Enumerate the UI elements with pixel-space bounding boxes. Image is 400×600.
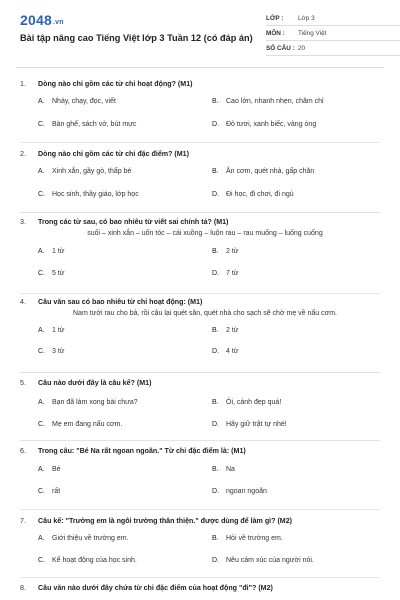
option-b[interactable] <box>212 466 235 473</box>
option-letter: B. <box>212 168 219 175</box>
option-text: 2 từ <box>226 248 239 255</box>
option-a[interactable] <box>38 98 116 105</box>
option-letter: A. <box>38 399 45 406</box>
option-letter: C. <box>38 421 45 428</box>
option-text: rất <box>52 488 61 495</box>
option-text: Na <box>226 466 235 473</box>
option-d[interactable] <box>212 488 267 495</box>
option-letter: A. <box>38 466 45 473</box>
option-letter: D. <box>212 191 219 198</box>
option-a[interactable] <box>38 399 138 406</box>
option-text: Bạn đã làm xong bài chưa? <box>52 399 138 406</box>
option-text: 3 từ <box>52 348 65 355</box>
option-text: Ăn cơm, quét nhà, gấp chăn <box>226 168 315 175</box>
option-letter: C. <box>38 488 45 495</box>
option-c[interactable] <box>38 421 122 428</box>
option-a[interactable] <box>38 535 129 542</box>
option-text: Hãy giữ trật tự nhé! <box>226 421 287 428</box>
option-letter: A. <box>38 535 45 542</box>
option-a[interactable] <box>38 327 64 334</box>
info-key: MÔN : <box>266 30 285 37</box>
option-letter: A. <box>38 327 45 334</box>
option-b[interactable] <box>212 535 283 542</box>
info-box <box>266 12 400 57</box>
option-d[interactable] <box>212 270 238 277</box>
question-number: 3. <box>20 218 26 226</box>
info-row-grade <box>266 12 400 26</box>
question-heading <box>20 584 380 592</box>
option-a[interactable] <box>38 466 61 473</box>
question-number: 7. <box>20 517 26 525</box>
question-text: Dòng nào chỉ gồm các từ chỉ hoạt động? (M1) <box>38 80 193 88</box>
option-letter: C. <box>38 348 45 355</box>
question-heading <box>20 517 380 525</box>
option-text: Nhảy, chạy, đọc, viết <box>52 98 116 105</box>
info-key: LỚP : <box>266 15 284 22</box>
question-number: 2. <box>20 150 26 158</box>
option-letter: C. <box>38 557 45 564</box>
option-letter: B. <box>212 399 219 406</box>
option-text: Đỏ tươi, xanh biếc, vàng óng <box>226 121 317 128</box>
question-1 <box>20 80 380 143</box>
info-value: Tiếng Việt <box>298 30 327 37</box>
question-8 <box>20 584 380 600</box>
option-text: Hỏi về trường em. <box>226 535 283 542</box>
option-b[interactable] <box>212 327 238 334</box>
option-b[interactable] <box>212 168 314 175</box>
logo-suffix: .vn <box>52 19 64 26</box>
question-heading <box>20 80 380 88</box>
option-b[interactable] <box>212 98 324 105</box>
option-c[interactable] <box>38 488 60 495</box>
option-letter: D. <box>212 121 219 128</box>
question-number: 8. <box>20 584 26 592</box>
question-number: 6. <box>20 447 26 455</box>
option-b[interactable] <box>212 248 238 255</box>
option-letter: C. <box>38 121 45 128</box>
option-a[interactable] <box>38 168 131 175</box>
question-4 <box>20 298 380 373</box>
question-number: 5. <box>20 379 26 387</box>
option-letter: D. <box>212 348 219 355</box>
option-text: Cao lớn, nhanh nhẹn, chăm chỉ <box>226 98 324 105</box>
question-6 <box>20 447 380 510</box>
option-letter: B. <box>212 98 219 105</box>
question-3 <box>20 218 380 294</box>
option-text: 1 từ <box>52 248 65 255</box>
question-heading <box>20 150 380 158</box>
question-text: Trong câu: "Bé Na rất ngoan ngoãn." Từ chỉ đặc điểm là: (M1) <box>38 447 246 455</box>
option-c[interactable] <box>38 121 136 128</box>
option-text: Bé <box>52 466 61 473</box>
question-7 <box>20 517 380 578</box>
option-text: Bàn ghế, sách vở, bút mực <box>52 121 137 128</box>
option-text: Ôi, cảnh đẹp quá! <box>226 399 282 406</box>
option-d[interactable] <box>212 421 287 428</box>
option-text: 2 từ <box>226 327 239 334</box>
question-text: Trong các từ sau, có bao nhiêu từ viết sai chính tả? (M1) <box>38 218 229 226</box>
option-text: 1 từ <box>52 327 65 334</box>
option-text: Mẹ em đang nấu cơm. <box>52 421 123 428</box>
option-letter: A. <box>38 98 45 105</box>
question-heading <box>20 379 380 387</box>
worksheet-header <box>16 0 384 68</box>
worksheet-title: Bài tập nâng cao Tiếng Việt lớp 3 Tuần 12 (có đáp án) <box>20 33 253 43</box>
question-number: 4. <box>20 298 26 306</box>
info-value: 20 <box>298 45 306 52</box>
option-letter: A. <box>38 248 45 255</box>
option-c[interactable] <box>38 557 137 564</box>
question-passage: Nam tưới rau cho bà, rồi cậu lại quét sân, quét nhà cho sạch sẽ chờ mẹ về nấu cơm. <box>73 310 337 317</box>
option-text: 7 từ <box>226 270 239 277</box>
option-text: Xinh xắn, gầy gò, thấp bé <box>52 168 132 175</box>
option-text: Đi học, đi chơi, đi ngủ <box>226 191 294 198</box>
option-text: 4 từ <box>226 348 239 355</box>
option-letter: A. <box>38 168 45 175</box>
question-2 <box>20 150 380 213</box>
info-row-count <box>266 42 400 56</box>
option-letter: B. <box>212 535 219 542</box>
option-c[interactable] <box>38 270 64 277</box>
info-value: Lớp 3 <box>298 15 315 22</box>
option-d[interactable] <box>212 348 238 355</box>
logo-text: 2048 <box>20 12 52 28</box>
option-b[interactable] <box>212 399 281 406</box>
option-d[interactable] <box>212 557 314 564</box>
option-letter: B. <box>212 327 219 334</box>
option-c[interactable] <box>38 191 139 198</box>
site-logo[interactable] <box>20 12 64 28</box>
option-text: ngoan ngoãn <box>226 488 267 495</box>
question-passage: suối – xinh xắn – uốn tóc – cái xuồng – luộn rau – rau muống – luống cuống <box>87 230 323 237</box>
option-letter: D. <box>212 488 219 495</box>
option-c[interactable] <box>38 348 64 355</box>
option-letter: D. <box>212 270 219 277</box>
question-5 <box>20 379 380 441</box>
option-d[interactable] <box>212 121 316 128</box>
option-text: 5 từ <box>52 270 65 277</box>
question-text: Câu nào dưới đây là câu kể? (M1) <box>38 379 152 387</box>
question-heading <box>20 298 380 306</box>
option-text: Học sinh, thầy giáo, lớp học <box>52 191 139 198</box>
question-heading <box>20 447 380 455</box>
option-a[interactable] <box>38 248 64 255</box>
question-text: Dòng nào chỉ gồm các từ chỉ đặc điểm? (M1) <box>38 150 189 158</box>
option-text: Nêu cảm xúc của người nói. <box>226 557 314 564</box>
option-letter: C. <box>38 270 45 277</box>
question-heading <box>20 218 380 226</box>
option-letter: B. <box>212 248 219 255</box>
option-text: Kể hoạt động của học sinh. <box>52 557 137 564</box>
question-number: 1. <box>20 80 26 88</box>
question-text: Câu văn sau có bao nhiêu từ chỉ hoạt động: (M1) <box>38 298 203 306</box>
option-d[interactable] <box>212 191 294 198</box>
info-row-subject <box>266 27 400 41</box>
option-letter: B. <box>212 466 219 473</box>
question-text: Câu kể: "Trường em là ngôi trường thân thiện." được dùng để làm gì? (M2) <box>38 517 293 525</box>
option-text: Giới thiệu về trường em. <box>52 535 129 542</box>
option-letter: D. <box>212 421 219 428</box>
option-letter: D. <box>212 557 219 564</box>
question-text: Câu văn nào dưới đây chứa từ chỉ đặc điểm của hoạt động "đi"? (M2) <box>38 584 273 592</box>
option-letter: C. <box>38 191 45 198</box>
info-key: SỐ CÂU : <box>266 45 295 52</box>
